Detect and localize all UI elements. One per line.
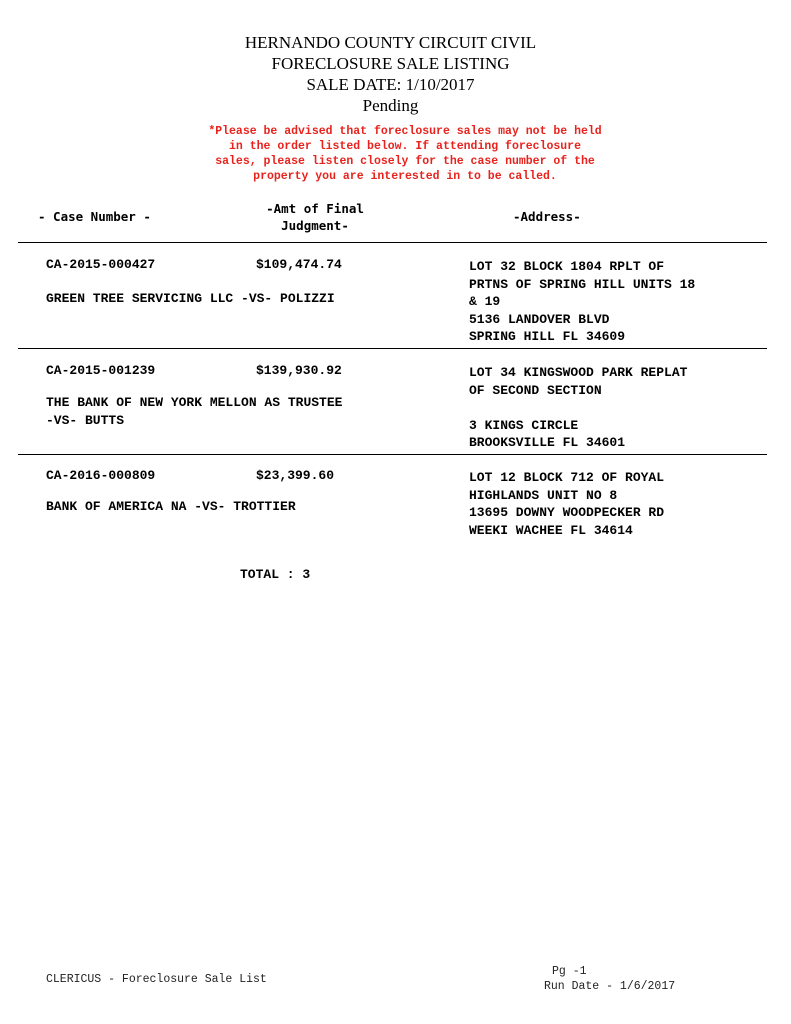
judgment-amount: $109,474.74 <box>256 257 342 272</box>
total-count: TOTAL : 3 <box>240 567 311 582</box>
address-line: LOT 34 KINGSWOOD PARK REPLAT <box>469 365 688 380</box>
divider <box>18 454 767 455</box>
property-address <box>469 469 664 539</box>
address-line: WEEKI WACHEE FL 34614 <box>469 522 633 538</box>
footer-system: CLERICUS - Foreclosure Sale List <box>46 973 267 986</box>
address-line: LOT 12 BLOCK 712 OF ROYAL <box>469 470 665 485</box>
address-line: SPRING HILL FL 34609 <box>469 329 626 344</box>
address-line: & 19 <box>469 294 501 309</box>
notice-line: sales, please listen closely for the case number of the <box>215 155 595 168</box>
case-number: CA-2016-000809 <box>46 468 156 483</box>
report-subtitle: FORECLOSURE SALE LISTING <box>271 54 510 73</box>
property-address <box>469 258 695 346</box>
divider <box>18 242 767 243</box>
property-address <box>469 364 687 452</box>
address-line: HIGHLANDS UNIT NO 8 <box>469 487 618 503</box>
report-title: HERNANDO COUNTY CIRCUIT CIVIL <box>244 33 537 52</box>
footer-page: Pg -1 <box>552 965 587 978</box>
address-line: OF SECOND SECTION <box>469 382 602 398</box>
notice-line: property you are interested in to be called. <box>253 170 557 183</box>
address-line: BROOKSVILLE FL 34601 <box>469 435 626 450</box>
case-parties: BANK OF AMERICA NA -VS- TROTTIER <box>46 499 296 514</box>
divider <box>18 348 767 349</box>
parties-line: THE BANK OF NEW YORK MELLON AS TRUSTEE <box>46 395 343 410</box>
column-header-amount-line: -Amt of Final <box>266 201 364 216</box>
notice-line: *Please be advised that foreclosure sales may not be held <box>208 125 602 138</box>
column-header-case-number: - Case Number - <box>38 209 151 224</box>
sale-date: SALE DATE: 1/10/2017 <box>306 75 475 94</box>
address-line <box>469 399 687 417</box>
column-header-address: -Address- <box>513 209 581 224</box>
address-line: 5136 LANDOVER BLVD <box>469 311 610 327</box>
case-parties <box>46 394 342 429</box>
case-number: CA-2015-000427 <box>46 257 156 272</box>
parties-line: -VS- BUTTS <box>46 412 125 428</box>
column-header-amount <box>240 200 390 234</box>
address-line: 3 KINGS CIRCLE <box>469 417 579 433</box>
column-header-amount-line: Judgment- <box>281 218 349 233</box>
address-line: 13695 DOWNY WOODPECKER RD <box>469 505 665 520</box>
address-line: PRTNS OF SPRING HILL UNITS 18 <box>469 276 696 292</box>
case-number: CA-2015-001239 <box>46 363 156 378</box>
footer-run-date: Run Date - 1/6/2017 <box>544 980 676 993</box>
notice-block <box>140 124 670 184</box>
notice-line: in the order listed below. If attending foreclosure <box>229 140 581 153</box>
case-parties: GREEN TREE SERVICING LLC -VS- POLIZZI <box>46 291 335 306</box>
status-label: Pending <box>362 96 419 115</box>
address-line: LOT 32 BLOCK 1804 RPLT OF <box>469 259 665 274</box>
judgment-amount: $139,930.92 <box>256 363 342 378</box>
judgment-amount: $23,399.60 <box>256 468 335 483</box>
